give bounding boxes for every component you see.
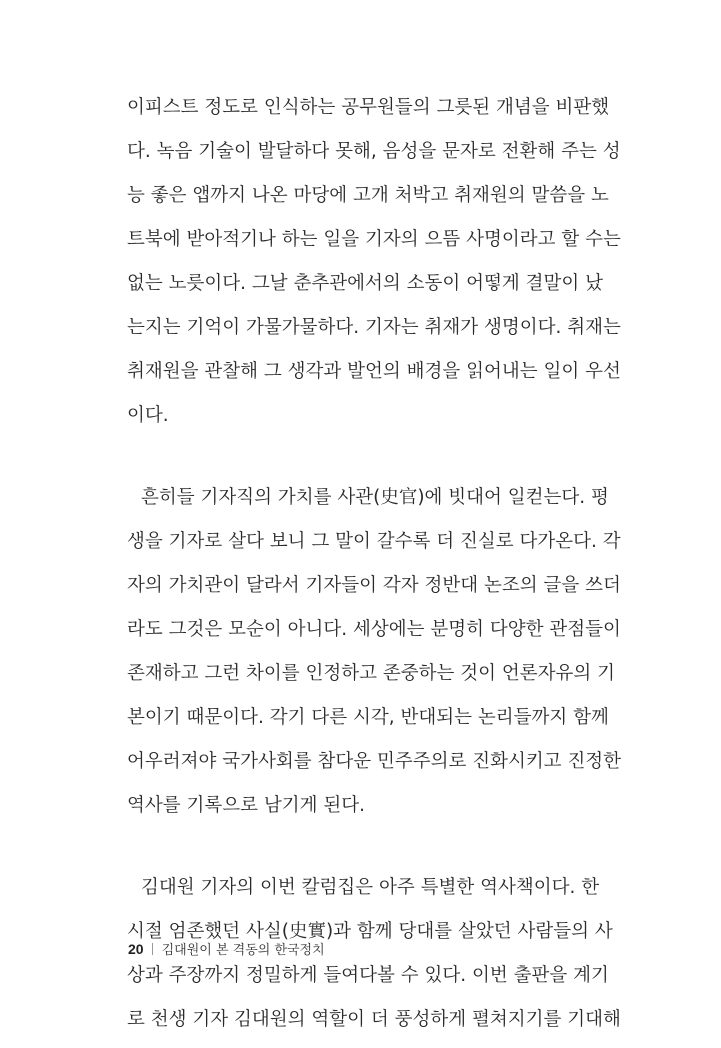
text-line: 존재하고 그런 차이를 인정하고 존중하는 것이 언론자유의 기	[127, 663, 615, 684]
text-line: 자의 가치관이 달라서 기자들이 각자 정반대 논조의 글을 쓰더	[127, 575, 621, 596]
text-line: 본이기 때문이다. 각기 다른 시각, 반대되는 논리들까지 함께	[127, 707, 609, 728]
text-line: 상과 주장까지 정밀하게 들여다볼 수 있다. 이번 출판을 계기	[127, 965, 609, 986]
text-line: 능 좋은 앱까지 나온 마당에 고개 처박고 취재원의 말씀을 노	[127, 185, 609, 206]
text-line: 없는 노릇이다. 그날 춘추관에서의 소동이 어떻게 결말이 났	[127, 273, 603, 294]
body-text	[127, 92, 622, 1048]
footer-separator	[152, 943, 153, 955]
text-line: 시절 엄존했던 사실(史實)과 함께 당대를 살았던 사람들의 사	[127, 921, 613, 942]
text-line: 라도 그것은 모순이 아니다. 세상에는 분명히 다양한 관점들이	[127, 619, 621, 640]
text-line: 역사를 기록으로 남기게 된다.	[127, 795, 365, 816]
text-line: 취재원을 관찰해 그 생각과 발언의 배경을 읽어내는 일이 우선	[127, 361, 621, 382]
page-number: 20	[128, 940, 144, 957]
text-line: 다. 녹음 기술이 발달하다 못해, 음성을 문자로 전환해 주는 성	[127, 141, 621, 162]
text-line: 이피스트 정도로 인식하는 공무원들의 그릇된 개념을 비판했	[127, 97, 610, 118]
text-line: 생을 기자로 살다 보니 그 말이 갈수록 더 진실로 다가온다. 각	[127, 531, 621, 552]
paragraph-2	[127, 482, 622, 834]
text-line: 는지는 기억이 가물가물하다. 기자는 취재가 생명이다. 취재는	[127, 317, 621, 338]
text-line: 로 천생 기자 김대원의 역할이 더 풍성하게 펼쳐지기를 기대해	[127, 1009, 621, 1030]
page-footer	[128, 939, 325, 958]
paragraph-3	[127, 872, 621, 1048]
text-line: 이다.	[127, 405, 169, 426]
text-line: 흔히들 기자직의 가치를 사관(史官)에 빗대어 일컫는다. 평	[141, 487, 609, 508]
running-title: 김대원이 본 격동의 한국정치	[161, 943, 325, 958]
paragraph-gap	[127, 834, 579, 872]
text-line: 김대원 기자의 이번 칼럼집은 아주 특별한 역사책이다. 한	[141, 877, 600, 898]
paragraph-gap	[127, 444, 579, 482]
text-line: 트북에 받아적기나 하는 일을 기자의 으뜸 사명이라고 할 수는	[127, 229, 621, 250]
text-line: 어우러져야 국가사회를 참다운 민주주의로 진화시키고 진정한	[127, 751, 622, 772]
paragraph-1	[127, 92, 621, 444]
